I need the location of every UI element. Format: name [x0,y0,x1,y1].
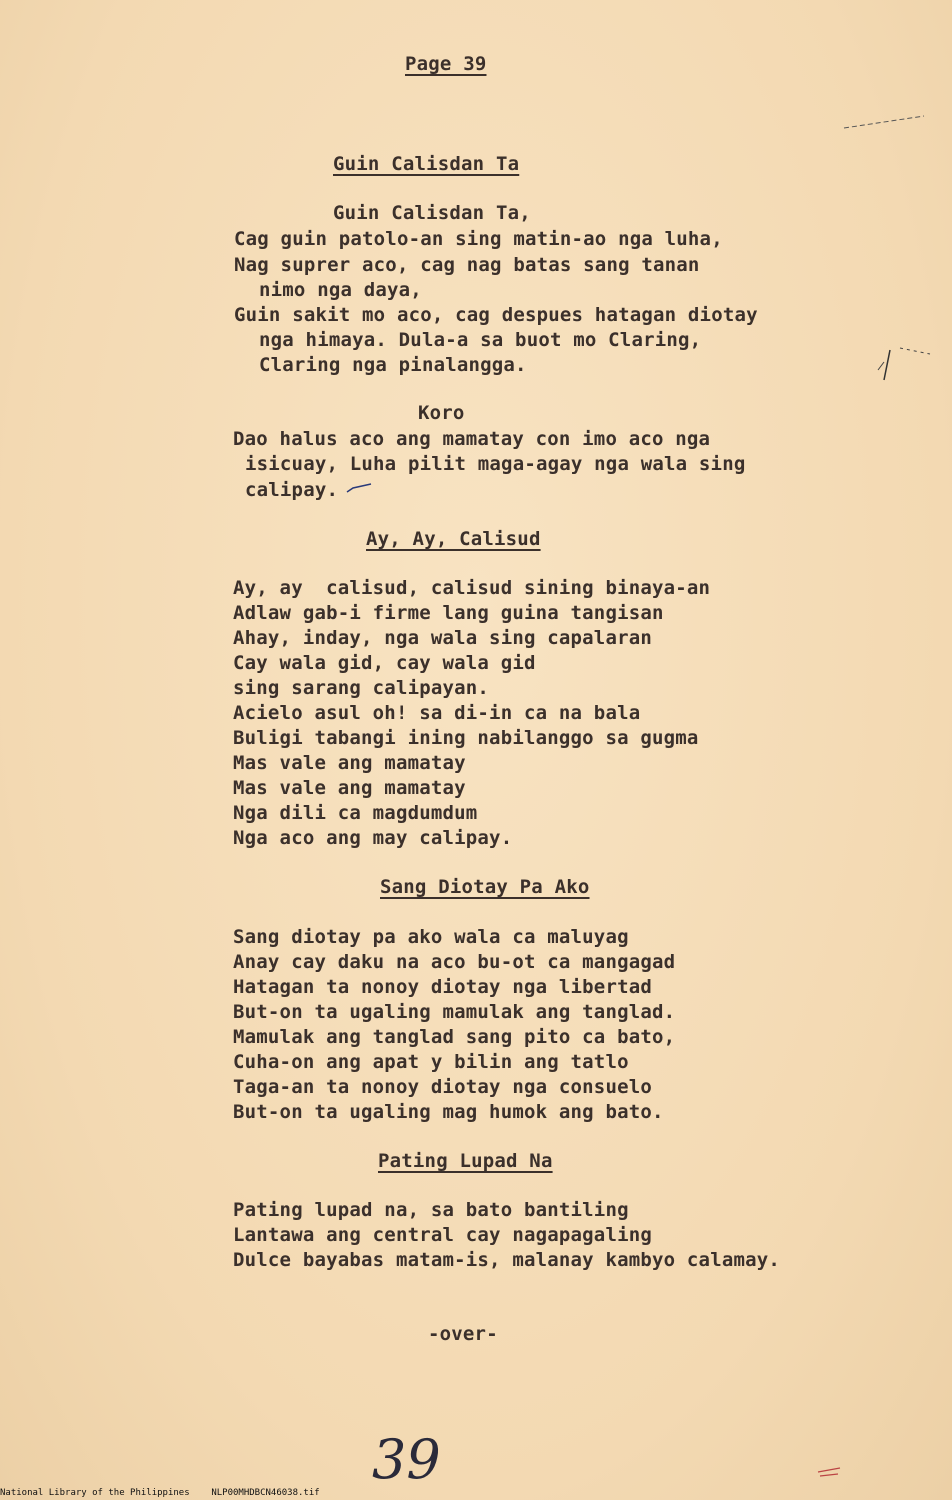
verse-line: nimo nga daya, [259,279,422,301]
footer-caption: National Library of the Philippines NLP00MHDBCN46038.tif [0,1488,320,1498]
checkmark-annotation [345,480,375,496]
lyric-line: Cuha-on ang apat y bilin ang tatlo [233,1051,629,1073]
lyric-line: Cay wala gid, cay wala gid [233,652,536,674]
page-header: Page 39 [405,53,487,75]
pencil-mark-right [870,340,942,390]
lyric-line: Buligi tabangi ining nabilanggo sa gugma [233,727,699,749]
lyric-line: Adlaw gab-i firme lang guina tangisan [233,602,664,624]
chorus-line: calipay. [245,479,339,501]
lyric-line: Dulce bayabas matam-is, malanay kambyo calamay. [233,1249,781,1271]
song-title-4: Pating Lupad Na [378,1150,553,1172]
lyric-line: Ahay, inday, nga wala sing capalaran [233,627,653,649]
lyric-line: Hatagan ta nonoy diotay nga libertad [233,976,653,998]
verse-line: Cag guin patolo-an sing matin-ao nga luha, [234,228,723,250]
lyric-line: But-on ta ugaling mamulak ang tanglad. [233,1001,676,1023]
lyric-line: Sang diotay pa ako wala ca maluyag [233,926,629,948]
lyric-line: Mas vale ang mamatay [233,752,466,774]
lyric-line: Mamulak ang tanglad sang pito ca bato, [233,1026,676,1048]
verse-line: nga himaya. Dula-a sa buot mo Claring, [259,329,702,351]
verse-line: Guin sakit mo aco, cag despues hatagan diotay [234,304,758,326]
chorus-line: Dao halus aco ang mamatay con imo aco nga [233,428,711,450]
song-title-1: Guin Calisdan Ta [333,153,520,175]
lyric-line: sing sarang calipayan. [233,677,490,699]
red-mark-bottom-right [814,1462,844,1482]
song-title-2: Ay, Ay, Calisud [366,528,541,550]
song-title-3: Sang Diotay Pa Ako [380,876,590,898]
verse-line: Claring nga pinalangga. [259,354,527,376]
lyric-line: Ay, ay calisud, calisud sining binaya-an [233,577,711,599]
lyric-line: Mas vale ang mamatay [233,777,466,799]
lyric-line: Nga dili ca magdumdum [233,802,478,824]
lyric-line: Pating lupad na, sa bato bantiling [233,1199,629,1221]
chorus-label: Koro [418,402,465,424]
verse-line: Guin Calisdan Ta, [333,202,531,224]
handwritten-page-number: 39 [372,1428,441,1491]
lyric-line: But-on ta ugaling mag humok ang bato. [233,1101,664,1123]
lyric-line: Lantawa ang central cay nagapagaling [233,1224,653,1246]
chorus-line: isicuay, Luha pilit maga-agay nga wala sing [245,453,746,475]
lyric-line: Acielo asul oh! sa di-in ca na bala [233,702,641,724]
lyric-line: Taga-an ta nonoy diotay nga consuelo [233,1076,653,1098]
pencil-mark-top-right [840,108,930,168]
verse-line: Nag suprer aco, cag nag batas sang tanan [234,254,700,276]
over-label: -over- [428,1323,498,1345]
lyric-line: Nga aco ang may calipay. [233,827,513,849]
lyric-line: Anay cay daku na aco bu-ot ca mangagad [233,951,676,973]
